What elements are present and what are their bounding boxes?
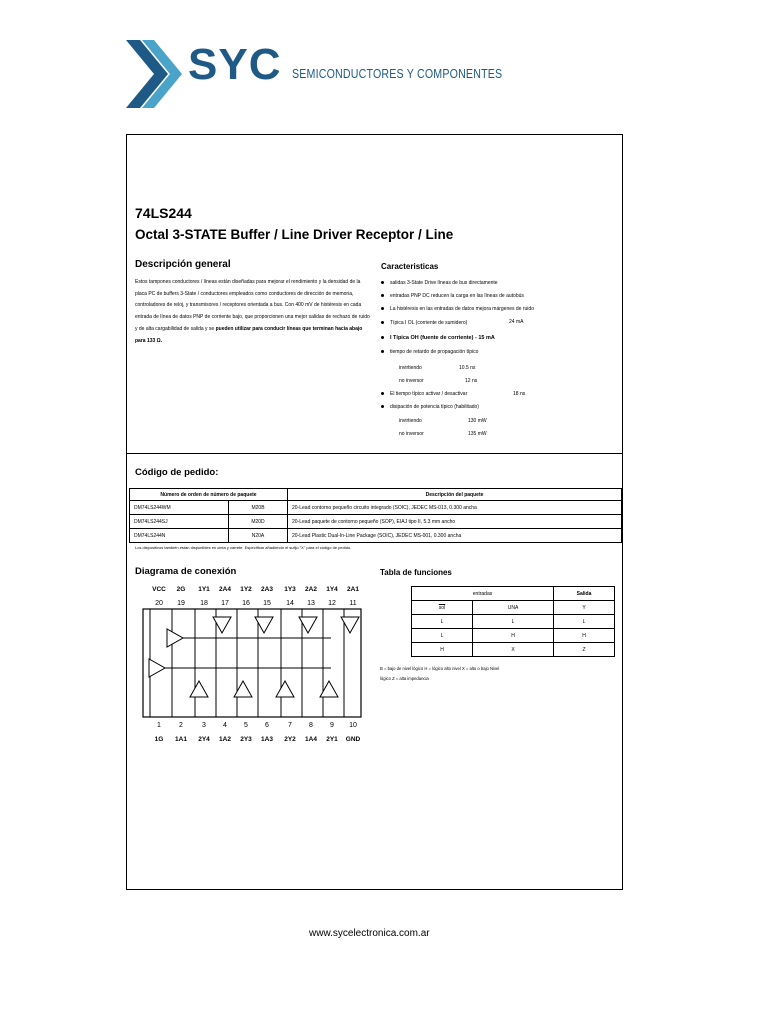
- fn-cell: L: [473, 615, 554, 629]
- top-pin-numbers: [155, 600, 357, 607]
- fn-a-header: UNA: [473, 601, 554, 615]
- order-header-row: [130, 489, 622, 501]
- bullet-icon: [381, 350, 384, 353]
- connection-diagram: [131, 581, 367, 745]
- bottom-pin-label: GND: [345, 736, 361, 743]
- bottom-pin-number: 6: [265, 722, 269, 729]
- package-desc: 20-Lead Plastic Dual-In-Line Package (SOIC), JEDEC MS-001, 0.300 ancha: [288, 529, 622, 543]
- buffer-up-icon: [190, 681, 208, 697]
- datasheet-frame: [126, 134, 623, 890]
- enable-buffer-icon: [167, 629, 183, 647]
- top-pin-label: 1Y3: [284, 586, 296, 593]
- table-row: [412, 629, 615, 643]
- package-code: M20D: [229, 515, 288, 529]
- bottom-pin-label: 1A2: [219, 736, 231, 743]
- order-table: [129, 488, 622, 543]
- top-pin-number: 16: [242, 600, 250, 607]
- bullet-icon: [381, 281, 384, 284]
- bottom-pin-label: 2Y4: [198, 736, 210, 743]
- enable-buffer-icon: [149, 659, 165, 677]
- top-pin-label: 1Y4: [326, 586, 338, 593]
- top-pin-labels: [152, 586, 359, 593]
- bottom-pin-number: 2: [179, 722, 183, 729]
- order-note: Los dispositivos también están disponibles en cinta y carrete. Especificar añadiendo el sufijo "X" para el código de pedido.: [135, 545, 352, 550]
- bottom-pin-number: 7: [288, 722, 292, 729]
- fn-inputs-header: entradas: [412, 587, 554, 601]
- power-value: 135 mW: [468, 431, 487, 437]
- ic-outline: [143, 609, 361, 717]
- fn-header-row: [412, 587, 615, 601]
- order-header-number: Número de orden de número de paquete: [130, 489, 288, 501]
- feature-item: Típica I OL (corriente de sumidero): [381, 320, 467, 326]
- top-pin-number: 19: [177, 600, 185, 607]
- table-row: [412, 643, 615, 657]
- function-heading: Tabla de funciones: [380, 568, 452, 577]
- top-pin-label: 2A1: [347, 586, 359, 593]
- bottom-pin-number: 5: [244, 722, 248, 729]
- prop-label: invirtiendo: [399, 365, 422, 371]
- order-code: DM74LS244N: [130, 529, 229, 543]
- bottom-pin-label: 1G: [154, 736, 164, 743]
- prop-value: 10.5 ns: [459, 365, 476, 371]
- fn-cell: H: [554, 629, 615, 643]
- fn-cell: X: [473, 643, 554, 657]
- top-pin-label: VCC: [152, 586, 166, 593]
- bottom-pin-label: 1A4: [305, 736, 317, 743]
- bottom-pin-label: 1A3: [261, 736, 273, 743]
- bottom-pin-label: 2Y3: [240, 736, 252, 743]
- fn-cell: L: [412, 615, 473, 629]
- section-divider: [127, 453, 622, 454]
- bullet-icon: [381, 307, 384, 310]
- iol-value: 24 mA: [509, 319, 524, 325]
- fn-cell: Z: [554, 643, 615, 657]
- bullet-icon: [381, 336, 384, 339]
- feature-item: I Típica OH (fuente de corriente) - 15 mA: [381, 335, 495, 341]
- package-desc: 20-Lead paquete de contorno pequeño (SOP), EIAJ tipo II, 5.3 mm ancho: [288, 515, 622, 529]
- function-table: [411, 586, 615, 657]
- bottom-pin-label: 2Y2: [284, 736, 296, 743]
- bottom-pin-label: 2Y1: [326, 736, 338, 743]
- fn-cell: H: [412, 643, 473, 657]
- top-pin-label: 2G: [176, 586, 186, 593]
- enable-value: 18 ns: [513, 391, 526, 397]
- bottom-pin-labels: [155, 736, 361, 743]
- package-code: N20A: [229, 529, 288, 543]
- package-code: M20B: [229, 501, 288, 515]
- bottom-pin-number: 4: [223, 722, 227, 729]
- package-desc: 20-Lead contorno pequeño circuito integrado (SOIC), JEDEC MS-013, 0.300 ancha: [288, 501, 622, 515]
- top-pin-number: 12: [328, 600, 336, 607]
- power-label: no inversor: [399, 431, 424, 437]
- top-pin-number: 20: [155, 600, 163, 607]
- document-title: Octal 3-STATE Buffer / Line Driver Receptor / Line: [135, 227, 454, 242]
- order-code: DM74LS244SJ: [130, 515, 229, 529]
- part-number: 74LS244: [135, 205, 192, 221]
- top-pin-label: 2A2: [305, 586, 317, 593]
- fn-g-header: $\overline{sol}$: [412, 601, 473, 615]
- order-code: DM74LS244WM: [130, 501, 229, 515]
- prop-label: no inversor: [399, 378, 424, 384]
- feature-item: La histéresis en las entradas de datos mejora márgenes de ruido: [381, 306, 534, 312]
- bottom-pin-number: 10: [349, 722, 357, 729]
- bottom-pin-number: 8: [309, 722, 313, 729]
- table-row: [130, 529, 622, 543]
- top-pin-number: 18: [200, 600, 208, 607]
- buffer-symbols: [149, 617, 359, 697]
- order-heading: Código de pedido:: [135, 467, 219, 478]
- description-bold: pueden utilizar para conducir líneas que terminan hacia abajo para 133 Ω.: [135, 325, 363, 344]
- fn-cell: L: [554, 615, 615, 629]
- bullet-icon: [381, 405, 384, 408]
- order-header-desc: Descripción del paquete: [288, 489, 622, 501]
- top-pin-label: 1Y2: [240, 586, 252, 593]
- bullet-icon: [381, 392, 384, 395]
- power-value: 130 mW: [468, 418, 487, 424]
- feature-item: tiempo de retardo de propagación típico: [381, 349, 478, 355]
- top-pin-number: 14: [286, 600, 294, 607]
- top-pin-number: 13: [307, 600, 315, 607]
- power-label: invirtiendo: [399, 418, 422, 424]
- fn-cell: H: [473, 629, 554, 643]
- brand-name: SYC: [188, 40, 282, 89]
- feature-item: entradas PNP DC reducen la carga en las líneas de autobús: [381, 293, 524, 299]
- function-note: B = bajo de nivel lógico H = lógico alto nivel X = alto o bajo Nivel lógico Z = alta impedancia: [380, 666, 500, 681]
- brand-logo: [120, 34, 503, 116]
- table-row: [130, 515, 622, 529]
- bottom-pin-label: 1A1: [175, 736, 187, 743]
- bottom-pin-number: 9: [330, 722, 334, 729]
- table-row: [130, 501, 622, 515]
- top-pin-label: 2A4: [219, 586, 231, 593]
- footer-url[interactable]: www.sycelectronica.com.ar: [309, 928, 430, 939]
- bullet-icon: [381, 294, 384, 297]
- bullet-icon: [381, 321, 384, 324]
- fn-y-header: Y: [554, 601, 615, 615]
- chevron-logo-icon: [120, 34, 184, 116]
- top-pin-number: 15: [263, 600, 271, 607]
- description-text: [135, 277, 371, 347]
- diagram-heading: Diagrama de conexión: [135, 566, 237, 577]
- prop-value: 12 ns: [465, 378, 478, 384]
- feature-item: disipación de potencia típico (habilitado): [381, 404, 479, 410]
- fn-output-header: Salida: [554, 587, 615, 601]
- features-heading: Caracteristicas: [381, 262, 439, 271]
- top-pin-label: 1Y1: [198, 586, 210, 593]
- fn-cell: L: [412, 629, 473, 643]
- brand-subtitle: SEMICONDUCTORES Y COMPONENTES: [292, 66, 503, 81]
- top-pin-label: 2A3: [261, 586, 273, 593]
- bottom-pin-number: 1: [157, 722, 161, 729]
- bottom-pin-number: 3: [202, 722, 206, 729]
- fn-subheader-row: [412, 601, 615, 615]
- description-heading: Descripción general: [135, 259, 231, 270]
- feature-item: salidas 3-State Drive líneas de bus directamente: [381, 280, 498, 286]
- top-pin-number: 11: [349, 600, 357, 607]
- buffer-up-icon: [276, 681, 294, 697]
- feature-item: El tiempo típico activar / desactivar: [381, 391, 467, 397]
- table-row: [412, 615, 615, 629]
- description-body: Estos tampones conductores / líneas están diseñadas para mejorar el rendimiento y la densidad de la placa PC de buffers 3-State / conductores empleados como conductores de dirección de memoria, controladores de reloj, y transmisores / receptores orientada a bus. Con 400 mV de histéresis en cada entrada de línea de datos PNP de corriente bajo, que proporcionen una mejor salidas de rechazo de ruido y de alta cargabilidad de salida y se: [135, 279, 370, 332]
- top-pin-number: 17: [221, 600, 229, 607]
- pin-stubs: [150, 609, 344, 717]
- bottom-pin-numbers: [157, 722, 357, 729]
